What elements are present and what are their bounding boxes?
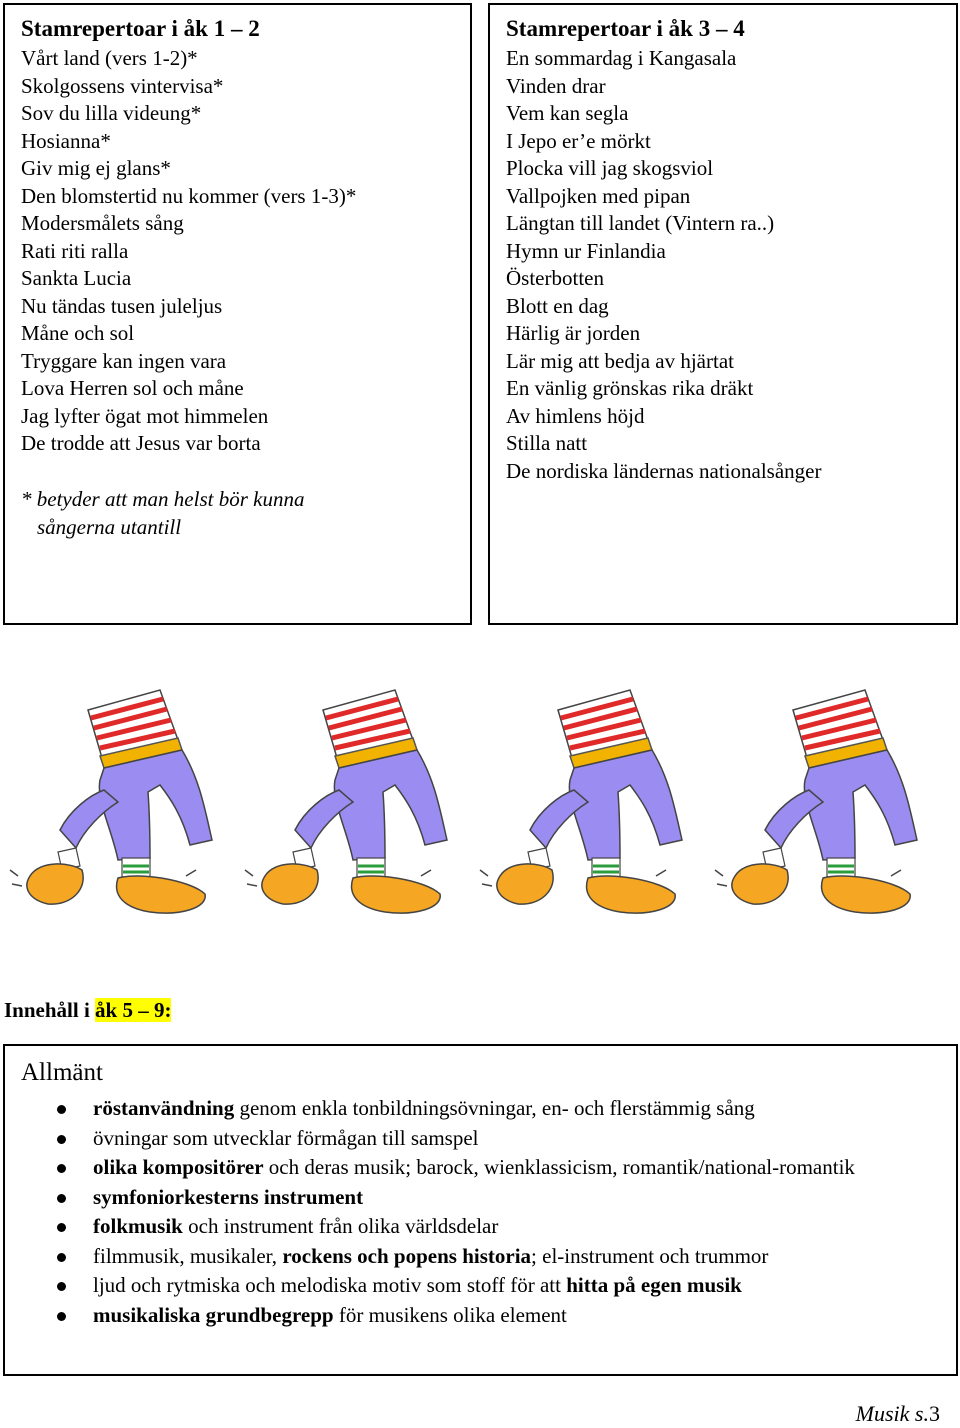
bullet-text: ljud och rytmiska och melodiska motiv som stoff för att (93, 1273, 567, 1297)
song-item: Längtan till landet (Vintern ra..) (506, 211, 775, 235)
box-title: Stamrepertoar i åk 3 – 4 (506, 16, 745, 41)
section-heading-prefix: Innehåll i (4, 998, 96, 1022)
bullet-text: och instrument från olika världsdelar (182, 1214, 499, 1238)
song-list (506, 45, 956, 485)
bullet-item (21, 1153, 893, 1183)
bullet-icon (57, 1253, 66, 1262)
grade-highlight: åk 5 – 9: (95, 998, 172, 1022)
bold-term: folkmusik (93, 1214, 183, 1238)
song-item: Vinden drar (506, 73, 606, 98)
song-item: Måne och sol (21, 321, 135, 345)
song-item: Tryggare kan ingen vara (21, 348, 227, 373)
song-item: Lär mig att bedja av hjärtat (506, 348, 734, 373)
bullet-item (21, 1094, 893, 1124)
bullet-text: och deras musik; barock, wienklassicism, romantik/national-romantik (263, 1155, 855, 1179)
song-item: Modersmålets sång (21, 211, 184, 235)
song-item: Härlig är jorden (506, 321, 641, 345)
song-item: Lova Herren sol och måne (21, 376, 244, 400)
song-item: Giv mig ej glans* (21, 156, 171, 180)
bullet-list (21, 1094, 956, 1330)
bullet-item (21, 1212, 893, 1242)
footer-label: Musik s. (855, 1401, 929, 1426)
song-item: Vallpojken med pipan (506, 183, 691, 208)
song-item: En sommardag i Kangasala (506, 46, 737, 70)
box-title: Allmänt (21, 1059, 103, 1086)
general-content-box (3, 1044, 958, 1376)
bullet-text: övningar som utvecklar förmågan till samspel (93, 1125, 479, 1150)
bold-term: symfoniorkesterns instrument (93, 1184, 364, 1209)
repertoire-box-grade-3-4 (488, 3, 958, 625)
song-item: Skolgossens vintervisa* (21, 73, 224, 98)
bold-term: olika kompositörer (93, 1155, 264, 1179)
song-item: I Jepo er’e mörkt (506, 128, 651, 153)
song-item: Nu tändas tusen juleljus (21, 293, 223, 318)
song-list (21, 45, 470, 458)
song-item: Jag lyfter ögat mot himmelen (21, 403, 269, 428)
footnote (21, 485, 470, 541)
dancing-legs-illustration (0, 680, 960, 940)
bullet-icon (57, 1164, 66, 1173)
footnote-line-2: sångerna utantill (37, 514, 182, 539)
song-item: Rati riti ralla (21, 238, 129, 263)
song-item: Vårt land (vers 1-2)* (21, 46, 198, 70)
song-item: Vem kan segla (506, 101, 629, 125)
section-heading (4, 996, 171, 1024)
bullet-icon (57, 1194, 66, 1203)
song-item: Den blomstertid nu kommer (vers 1-3)* (21, 183, 357, 208)
song-item: Österbotten (506, 266, 604, 290)
bullet-text: filmmusik, musikaler, (93, 1243, 283, 1268)
song-item: En vänlig grönskas rika dräkt (506, 376, 754, 400)
bold-term: hitta på egen musik (566, 1273, 742, 1297)
song-item: Av himlens höjd (506, 403, 645, 428)
bullet-item (21, 1271, 893, 1301)
bullet-icon (57, 1312, 66, 1321)
bullet-text: för musikens olika element (333, 1302, 567, 1327)
page-footer (856, 1400, 940, 1428)
song-item: De nordiska ländernas nationalsånger (506, 458, 822, 483)
box-title: Stamrepertoar i åk 1 – 2 (21, 16, 260, 41)
bullet-text: ; el-instrument och trummor (531, 1243, 769, 1268)
bullet-text: genom enkla tonbildningsövningar, en- och flerstämmig sång (234, 1096, 755, 1120)
song-item: De trodde att Jesus var borta (21, 431, 261, 455)
song-item: Hymn ur Finlandia (506, 238, 666, 263)
bold-term: rockens och popens historia (282, 1243, 532, 1268)
bullet-icon (57, 1282, 66, 1291)
song-item: Stilla natt (506, 431, 588, 455)
bold-term: musikaliska grundbegrepp (93, 1302, 334, 1327)
bullet-item (21, 1301, 893, 1331)
bullet-item (21, 1242, 893, 1272)
song-item: Sov du lilla videung* (21, 101, 202, 125)
bullet-item (21, 1183, 893, 1213)
repertoire-box-grade-1-2 (3, 3, 472, 625)
bullet-icon (57, 1135, 66, 1144)
bullet-icon (57, 1223, 66, 1232)
bold-term: röstanvändning (93, 1096, 235, 1120)
song-item: Blott en dag (506, 293, 609, 318)
page-number: 3 (929, 1401, 940, 1426)
song-item: Hosianna* (21, 128, 111, 153)
bullet-icon (57, 1105, 66, 1114)
song-item: Sankta Lucia (21, 266, 132, 290)
song-item: Plocka vill jag skogsviol (506, 156, 714, 180)
bullet-item (21, 1124, 893, 1154)
footnote-line-1: * betyder att man helst bör kunna (21, 486, 305, 511)
